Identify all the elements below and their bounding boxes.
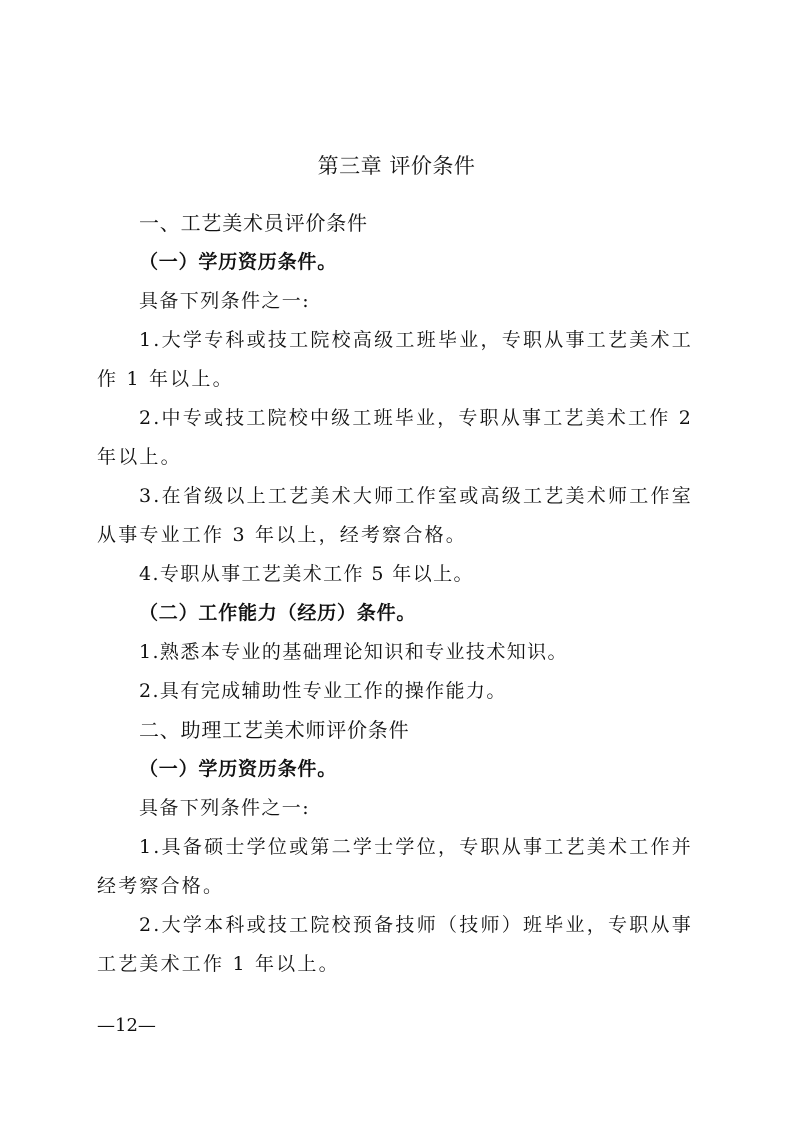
list-item: 1.熟悉本专业的基础理论知识和专业技术知识。 (139, 641, 568, 663)
subsection-heading: （一）学历资历条件。 (139, 758, 338, 780)
list-item: 1.大学专科或技工院校高级工班毕业，专职从事工艺美术工作 1 年以上。 (97, 329, 693, 390)
subsection-heading: （一）学历资历条件。 (139, 251, 338, 273)
list-item: 3.在省级以上工艺美术大师工作室或高级工艺美术师工作室从事专业工作 3 年以上，经考察合格。 (97, 485, 693, 546)
list-item: 2.具有完成辅助性专业工作的操作能力。 (139, 680, 507, 702)
list-item: 1.具备硕士学位或第二学士学位，专职从事工艺美术工作并经考察合格。 (97, 836, 693, 897)
section-heading: 二、助理工艺美术师评价条件 (139, 718, 410, 742)
list-item: 2.大学本科或技工院校预备技师（技师）班毕业，专职从事工艺美术工作 1 年以上。 (97, 914, 693, 975)
subsection-heading: （二）工作能力（经历）条件。 (139, 602, 417, 624)
page-number: —12— (97, 1015, 156, 1036)
chapter-title: 第三章 评价条件 (317, 154, 476, 178)
list-item: 4.专职从事工艺美术工作 5 年以上。 (139, 563, 474, 585)
document-body (97, 204, 693, 984)
paragraph: 具备下列条件之一: (139, 290, 311, 312)
paragraph: 具备下列条件之一: (139, 797, 311, 819)
list-item: 2.中专或技工院校中级工班毕业，专职从事工艺美术工作 2 年以上。 (97, 407, 693, 468)
section-heading: 一、工艺美术员评价条件 (139, 211, 368, 235)
